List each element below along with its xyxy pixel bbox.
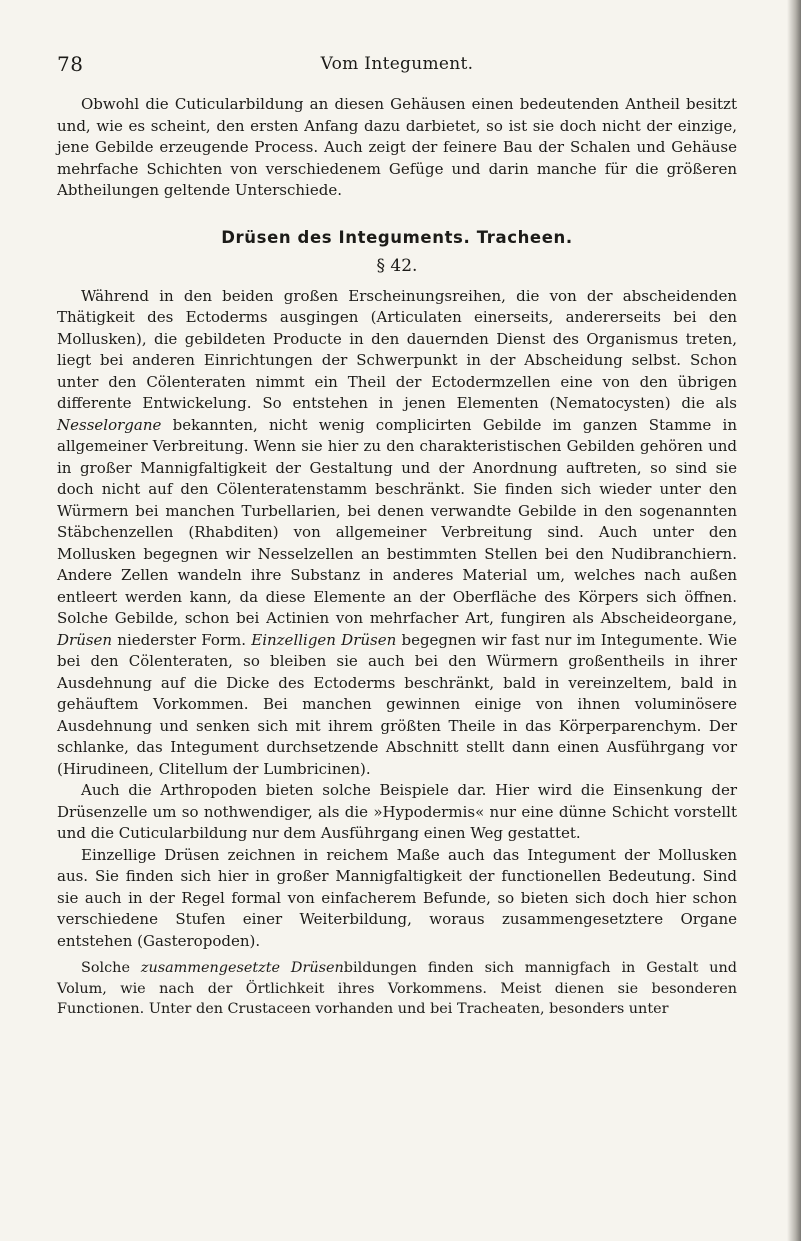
small-paragraph-text-2: bildungen finden sich mannigfach in Gestalt und Volum, wie nach der Örtlichkeit ihres Vorkommens. Meist dienen sie besonderen Functionen. Unter den Crustaceen vorhanden und bei Tracheaten, besonders unter — [57, 960, 737, 1017]
paragraph-number: § 42. — [376, 256, 418, 276]
small-paragraph-text-1: Solche — [81, 960, 141, 976]
term-nesselorgane: Nesselorgane — [57, 415, 162, 434]
term-druesen: Drüsen — [57, 630, 113, 649]
running-head — [57, 52, 737, 76]
main-paragraph-text-2: bekannten, nicht wenig complicirten Gebilde im ganzen Stamme in allgemeiner Verbreitung. Wenn sie hier zu den charakteristischen Gebilden gehören und in großer Mannigfaltigkeit der Gestaltung und der Anordnung auftreten, so sind sie doch nicht auf den Cölenteratenstamm beschränkt. Sie finden sich wieder unter den Würmern bei manchen Turbellarien, bei denen verwandte Gebilde in den sogenannten Stäbchenzellen (Rhabditen) von allgemeiner Verbreitung sind. Auch unter den Mollusken begegnen wir Nesselzellen an bestimmten Stellen bei den Nudibranchiern. Andere Zellen wandeln ihre Substanz in anderes Material um, welches nach außen entleert werden kann, da diese Elemente an der Oberfläche des Körpers sich öffnen. Solche Gebilde, schon bei Actinien von mehrfacher Art, fungiren als Abscheideorgane, — [57, 415, 737, 627]
page-edge-shadow — [787, 0, 801, 1241]
small-paragraph — [57, 958, 737, 1020]
arthropoden-paragraph: Auch die Arthropoden bieten solche Beispiele dar. Hier wird die Einsenkung der Drüsenzelle um so nothwendiger, als die »Hypodermis« nur eine dünne Schicht vorstellt und die Cuticularbildung nur dem Ausführgang einen Weg gestattet. — [57, 781, 737, 842]
section-heading: Drüsen des Integuments. Tracheen. — [221, 227, 573, 247]
intro-paragraph: Obwohl die Cuticularbildung an diesen Gehäusen einen bedeutenden Antheil besitzt und, wie es scheint, den ersten Anfang dazu darbietet, so ist sie doch nicht der einzige, jene Gebilde erzeugende Process. Auch zeigt der feinere Bau der Schalen und Gehäuse mehrfache Schichten von verschiedenem Gefüge und darin manche für die größeren Abtheilungen geltende Unterschiede. — [57, 95, 737, 199]
main-paragraph-text-1: Während in den beiden großen Erscheinungsreihen, die von der abscheidenden Thätigkeit des Ectoderms ausgingen (Articulaten einerseits, andererseits bei den Mollusken), die gebildeten Producte in den dauernden Dienst des Organismus treten, liegt bei anderen Einrichtungen der Schwerpunkt in der Abscheidung selbst. Schon unter den Cölenteraten nimmt ein Theil der Ectodermzellen eine von den übrigen differente Entwickelung. So entstehen in jenen Elementen (Nematocysten) die als — [57, 286, 737, 412]
main-paragraph-text-3: niederster Form. — [112, 630, 252, 649]
term-zusammengesetzte-druesen: zusammengesetzte Drüsen — [140, 960, 344, 976]
main-paragraph — [57, 286, 737, 781]
running-title: Vom Integument. — [320, 54, 474, 74]
main-paragraph-text-4: begegnen wir fast nur im Integumente. Wie bei den Cölenteraten, so bleiben sie auch bei den Würmern großentheils in ihrer Ausdehnung auf die Dicke des Ectoderms beschränkt, bald in vereinzeltem, bald in gehäuftem Vorkommen. Bei manchen gewinnen einige von ihnen voluminösere Ausdehnung und senken sich mit ihrem größten Theile in das Körperparenchym. Der schlanke, das Integument durchsetzende Abschnitt stellt dann einen Ausführgang vor (Hirudineen, Clitellum der Lumbricinen). — [57, 630, 737, 778]
term-einzellige-druesen: Einzelligen Drüsen — [251, 630, 397, 649]
einzellige-paragraph: Einzellige Drüsen zeichnen in reichem Maße auch das Integument der Mollusken aus. Sie finden sich hier in großer Mannigfaltigkeit der functionellen Bedeutung. Sind sie auch in der Regel formal von einfacherem Befunde, so bieten sich doch hier schon verschiedene Stufen einer Weiterbildung, woraus zusammengesetztere Organe entstehen (Gasteropoden). — [57, 845, 737, 950]
page-number: 78 — [57, 52, 84, 76]
small-print-block — [57, 958, 737, 1020]
body-text — [57, 94, 737, 1020]
